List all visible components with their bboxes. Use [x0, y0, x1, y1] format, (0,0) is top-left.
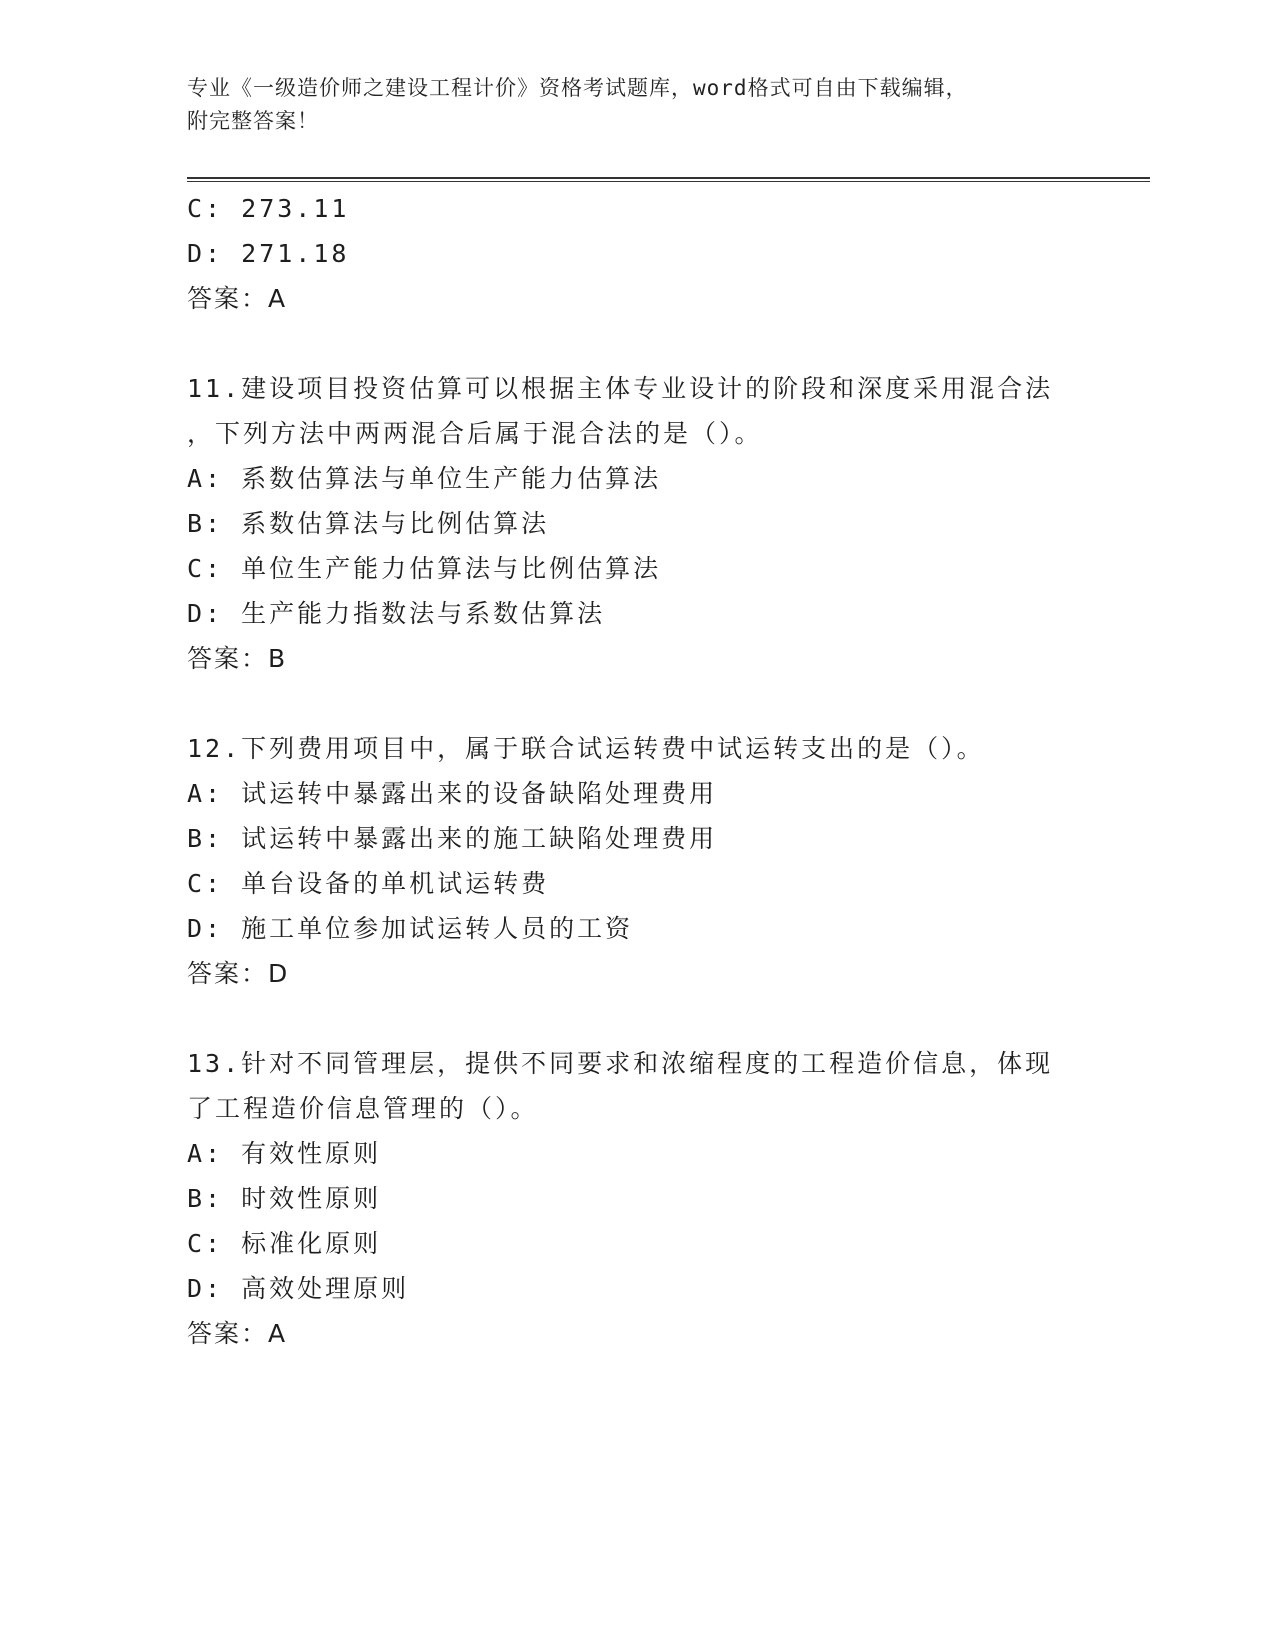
q12-stem-line-1: 12.下列费用项目中，属于联合试运转费中试运转支出的是（）。 [187, 734, 985, 763]
q12-answer: 答案：D [187, 959, 290, 988]
q11-option-a: A: 系数估算法与单位生产能力估算法 [187, 464, 662, 493]
q13-option-d: D: 高效处理原则 [187, 1274, 410, 1303]
q11-answer: 答案：B [187, 644, 288, 673]
prev-option-c: C: 273.11 [187, 194, 350, 223]
header-divider-thin [187, 181, 1150, 182]
q13-option-a: A: 有效性原则 [187, 1139, 382, 1168]
q12-option-b: B: 试运转中暴露出来的施工缺陷处理费用 [187, 824, 718, 853]
header-line-2: 附完整答案！ [187, 109, 319, 133]
q11-stem-line-1: 11.建设项目投资估算可以根据主体专业设计的阶段和深度采用混合法 [187, 374, 1054, 403]
q12-option-d: D: 施工单位参加试运转人员的工资 [187, 914, 634, 943]
q11-option-d: D: 生产能力指数法与系数估算法 [187, 599, 606, 628]
prev-option-d: D: 271.18 [187, 239, 350, 268]
q11-option-b: B: 系数估算法与比例估算法 [187, 509, 550, 538]
document-header [187, 72, 1087, 138]
q12-option-c: C: 单台设备的单机试运转费 [187, 869, 550, 898]
prev-answer: 答案：A [187, 284, 288, 313]
header-divider-thick [187, 177, 1150, 179]
q13-answer: 答案：A [187, 1319, 288, 1348]
q11-option-c: C: 单位生产能力估算法与比例估算法 [187, 554, 662, 583]
q12-option-a: A: 试运转中暴露出来的设备缺陷处理费用 [187, 779, 718, 808]
header-line-1: 专业《一级造价师之建设工程计价》资格考试题库，word格式可自由下载编辑， [187, 76, 968, 100]
q13-option-c: C: 标准化原则 [187, 1229, 382, 1258]
q13-option-b: B: 时效性原则 [187, 1184, 382, 1213]
q13-stem-line-2: 了工程造价信息管理的（）。 [187, 1094, 539, 1123]
q11-stem-line-2: ，下列方法中两两混合后属于混合法的是（）。 [187, 419, 763, 448]
q13-stem-line-1: 13.针对不同管理层，提供不同要求和浓缩程度的工程造价信息，体现 [187, 1049, 1054, 1078]
